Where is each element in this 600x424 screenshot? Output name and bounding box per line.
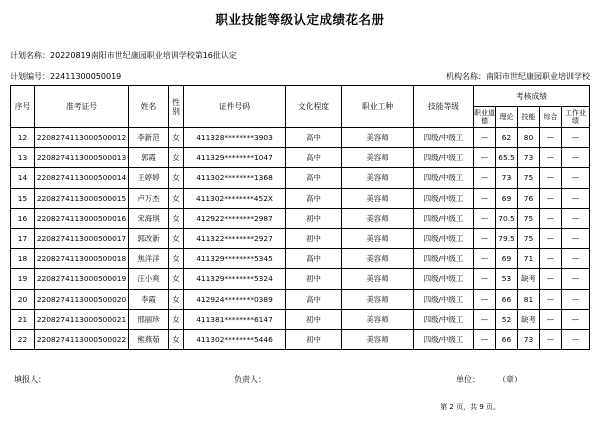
cell-overall: — <box>540 228 562 248</box>
cell-name: 卢万杰 <box>129 188 169 208</box>
cell-occupation: 美容师 <box>342 228 414 248</box>
cell-exam-number: 2208274113000500016 <box>35 208 129 228</box>
cell-exam-number: 2208274113000500012 <box>35 128 129 148</box>
cell-occupation: 美容师 <box>342 249 414 269</box>
cell-name: 李新范 <box>129 128 169 148</box>
cell-skill: 缺考 <box>518 309 540 329</box>
cell-theory: 66 <box>496 329 518 349</box>
cell-exam-number: 2208274113000500013 <box>35 148 129 168</box>
table-row <box>11 289 590 309</box>
cell-skill-level: 四级/中级工 <box>414 329 474 349</box>
cell-id-number: 411329********5345 <box>184 249 286 269</box>
cell-skill-level: 四级/中级工 <box>414 148 474 168</box>
header-theory: 理论 <box>496 107 518 128</box>
cell-name: 邢丽珍 <box>129 309 169 329</box>
header-assessment-scores: 考核成绩 <box>474 86 590 107</box>
cell-id-number: 411329********1047 <box>184 148 286 168</box>
cell-occupation: 美容师 <box>342 208 414 228</box>
table-row <box>11 269 590 289</box>
cell-id-number: 411302********1368 <box>184 168 286 188</box>
cell-ethics: — <box>474 128 496 148</box>
header-education: 文化程度 <box>286 86 342 128</box>
cell-gender: 女 <box>169 289 184 309</box>
cell-performance: — <box>562 168 590 188</box>
cell-theory: 70.5 <box>496 208 518 228</box>
cell-skill: 81 <box>518 289 540 309</box>
cell-exam-number: 2208274113000500020 <box>35 289 129 309</box>
footer-filler-label: 填报人： <box>14 375 46 384</box>
cell-id-number: 411322********2927 <box>184 228 286 248</box>
cell-name: 熊燕茹 <box>129 329 169 349</box>
cell-seq: 17 <box>11 228 35 248</box>
cell-performance: — <box>562 148 590 168</box>
cell-ethics: — <box>474 289 496 309</box>
cell-education: 初中 <box>286 329 342 349</box>
cell-id-number: 411381********6147 <box>184 309 286 329</box>
cell-seq: 15 <box>11 188 35 208</box>
cell-performance: — <box>562 208 590 228</box>
cell-seq: 21 <box>11 309 35 329</box>
cell-ethics: — <box>474 148 496 168</box>
cell-name: 汪小爽 <box>129 269 169 289</box>
cell-id-number: 412924********0389 <box>184 289 286 309</box>
cell-occupation: 美容师 <box>342 289 414 309</box>
cell-skill-level: 四级/中级工 <box>414 128 474 148</box>
cell-skill: 71 <box>518 249 540 269</box>
cell-gender: 女 <box>169 188 184 208</box>
cell-ethics: — <box>474 329 496 349</box>
cell-overall: — <box>540 188 562 208</box>
cell-gender: 女 <box>169 168 184 188</box>
cell-skill-level: 四级/中级工 <box>414 208 474 228</box>
table-row <box>11 249 590 269</box>
cell-performance: — <box>562 329 590 349</box>
cell-gender: 女 <box>169 148 184 168</box>
cell-theory: 65.5 <box>496 148 518 168</box>
cell-skill-level: 四级/中级工 <box>414 249 474 269</box>
cell-overall: — <box>540 208 562 228</box>
cell-skill-level: 四级/中级工 <box>414 188 474 208</box>
cell-name: 李霞 <box>129 289 169 309</box>
header-skill: 技能 <box>518 107 540 128</box>
cell-gender: 女 <box>169 269 184 289</box>
cell-gender: 女 <box>169 329 184 349</box>
cell-id-number: 411329********5324 <box>184 269 286 289</box>
cell-overall: — <box>540 309 562 329</box>
cell-name: 王婷婷 <box>129 168 169 188</box>
footer-unit-label: 单位： <box>456 375 480 384</box>
table-row <box>11 188 590 208</box>
header-exam-number: 准考证号 <box>35 86 129 128</box>
cell-overall: — <box>540 128 562 148</box>
cell-skill: 76 <box>518 188 540 208</box>
page-number: 第 2 页，共 9 页。 <box>440 403 500 411</box>
cell-skill: 缺考 <box>518 269 540 289</box>
cell-education: 高中 <box>286 148 342 168</box>
cell-performance: — <box>562 249 590 269</box>
cell-education: 初中 <box>286 269 342 289</box>
cell-education: 高中 <box>286 188 342 208</box>
cell-overall: — <box>540 269 562 289</box>
header-skill-level: 技能等级 <box>414 86 474 128</box>
cell-education: 初中 <box>286 309 342 329</box>
cell-exam-number: 2208274113000500015 <box>35 188 129 208</box>
header-id-number: 证件号码 <box>184 86 286 128</box>
cell-overall: — <box>540 148 562 168</box>
cell-education: 高中 <box>286 249 342 269</box>
table-row <box>11 128 590 148</box>
cell-exam-number: 2208274113000500021 <box>35 309 129 329</box>
cell-education: 初中 <box>286 208 342 228</box>
table-row <box>11 208 590 228</box>
cell-id-number: 411328********3903 <box>184 128 286 148</box>
cell-overall: — <box>540 249 562 269</box>
table-row <box>11 228 590 248</box>
cell-theory: 79.5 <box>496 228 518 248</box>
header-gender: 性别 <box>169 86 184 128</box>
table-row <box>11 168 590 188</box>
cell-performance: — <box>562 188 590 208</box>
cell-overall: — <box>540 168 562 188</box>
cell-theory: 69 <box>496 249 518 269</box>
cell-exam-number: 2208274113000500022 <box>35 329 129 349</box>
cell-id-number: 411302********452X <box>184 188 286 208</box>
header-ethics: 职业道德 <box>474 107 496 128</box>
footer-responsible-label: 负责人： <box>234 375 266 384</box>
cell-education: 高中 <box>286 168 342 188</box>
cell-occupation: 美容师 <box>342 128 414 148</box>
cell-performance: — <box>562 128 590 148</box>
cell-seq: 16 <box>11 208 35 228</box>
table-row <box>11 309 590 329</box>
cell-theory: 73 <box>496 168 518 188</box>
cell-gender: 女 <box>169 208 184 228</box>
header-seq: 序号 <box>11 86 35 128</box>
footer-seal-label: （章） <box>498 375 522 384</box>
cell-occupation: 美容师 <box>342 329 414 349</box>
cell-skill-level: 四级/中级工 <box>414 168 474 188</box>
cell-occupation: 美容师 <box>342 168 414 188</box>
header-name: 姓名 <box>129 86 169 128</box>
cell-exam-number: 2208274113000500014 <box>35 168 129 188</box>
cell-skill-level: 四级/中级工 <box>414 309 474 329</box>
cell-skill: 73 <box>518 148 540 168</box>
cell-gender: 女 <box>169 228 184 248</box>
cell-seq: 18 <box>11 249 35 269</box>
cell-seq: 19 <box>11 269 35 289</box>
cell-skill: 75 <box>518 208 540 228</box>
cell-gender: 女 <box>169 249 184 269</box>
cell-ethics: — <box>474 249 496 269</box>
table-row <box>11 148 590 168</box>
plan-name: 计划名称：20220819南阳市世纪康园职业培训学校第16批认定 <box>10 51 237 60</box>
cell-occupation: 美容师 <box>342 269 414 289</box>
cell-exam-number: 2208274113000500019 <box>35 269 129 289</box>
cell-skill-level: 四级/中级工 <box>414 269 474 289</box>
cell-ethics: — <box>474 228 496 248</box>
cell-education: 高中 <box>286 128 342 148</box>
header-performance: 工作业绩 <box>562 107 590 128</box>
cell-theory: 66 <box>496 289 518 309</box>
cell-name: 郭霞 <box>129 148 169 168</box>
cell-performance: — <box>562 269 590 289</box>
cell-theory: 52 <box>496 309 518 329</box>
table-row <box>11 329 590 349</box>
cell-id-number: 412922********2987 <box>184 208 286 228</box>
cell-skill-level: 四级/中级工 <box>414 228 474 248</box>
cell-performance: — <box>562 228 590 248</box>
organization-name: 机构名称：南阳市世纪康园职业培训学校 <box>446 72 590 81</box>
cell-overall: — <box>540 289 562 309</box>
cell-name: 宋海琪 <box>129 208 169 228</box>
cell-gender: 女 <box>169 309 184 329</box>
cell-name: 郭改新 <box>129 228 169 248</box>
cell-seq: 22 <box>11 329 35 349</box>
cell-seq: 20 <box>11 289 35 309</box>
cell-ethics: — <box>474 208 496 228</box>
document-title: 职业技能等级认定成绩花名册 <box>215 12 385 27</box>
cell-skill: 75 <box>518 228 540 248</box>
cell-seq: 13 <box>11 148 35 168</box>
cell-performance: — <box>562 309 590 329</box>
cell-gender: 女 <box>169 128 184 148</box>
cell-occupation: 美容师 <box>342 309 414 329</box>
cell-ethics: — <box>474 309 496 329</box>
cell-theory: 53 <box>496 269 518 289</box>
cell-skill: 73 <box>518 329 540 349</box>
cell-occupation: 美容师 <box>342 148 414 168</box>
cell-seq: 12 <box>11 128 35 148</box>
score-roster-table <box>10 85 590 350</box>
cell-ethics: — <box>474 168 496 188</box>
cell-name: 焦洋洋 <box>129 249 169 269</box>
cell-ethics: — <box>474 269 496 289</box>
cell-seq: 14 <box>11 168 35 188</box>
cell-education: 高中 <box>286 289 342 309</box>
cell-education: 初中 <box>286 228 342 248</box>
cell-overall: — <box>540 329 562 349</box>
cell-theory: 62 <box>496 128 518 148</box>
cell-theory: 69 <box>496 188 518 208</box>
header-overall: 综合 <box>540 107 562 128</box>
cell-exam-number: 2208274113000500018 <box>35 249 129 269</box>
cell-skill: 80 <box>518 128 540 148</box>
cell-occupation: 美容师 <box>342 188 414 208</box>
cell-skill-level: 四级/中级工 <box>414 289 474 309</box>
header-occupation: 职业工种 <box>342 86 414 128</box>
plan-number: 计划编号：22411300050019 <box>10 72 122 81</box>
cell-performance: — <box>562 289 590 309</box>
cell-skill: 75 <box>518 168 540 188</box>
cell-ethics: — <box>474 188 496 208</box>
cell-id-number: 411302********5446 <box>184 329 286 349</box>
cell-exam-number: 2208274113000500017 <box>35 228 129 248</box>
